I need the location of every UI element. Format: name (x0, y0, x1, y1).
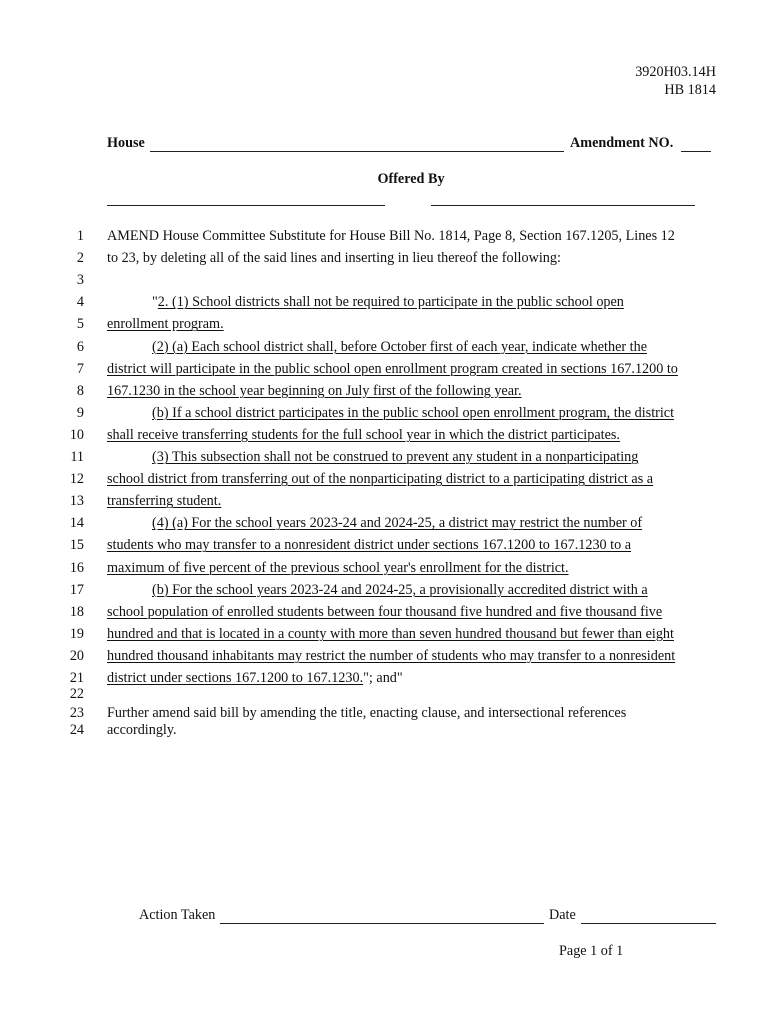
line-number: 19 (69, 625, 84, 642)
date-label: Date (549, 907, 576, 923)
line-number: 11 (70, 449, 84, 465)
inserted-text: (4) (a) For the school years 2023-24 and 2024-25, a district may restrict the number of (152, 515, 643, 532)
amendment-line (107, 471, 653, 488)
amendment-line (107, 604, 662, 621)
line-number: 6 (76, 338, 84, 355)
inserted-text: district will participate in the public school open enrollment program created in sections 167.1200 to (107, 360, 678, 377)
inserted-text: 2. (1) School districts shall not be required to participate in the public school open (157, 294, 624, 311)
inserted-text: transferring student. (107, 493, 222, 510)
line-number: 14 (69, 515, 84, 532)
amendment-line (107, 316, 224, 333)
line-text: "; and" (363, 670, 403, 686)
amendment-line (107, 339, 647, 356)
amendment-line (107, 560, 569, 577)
line-number: 9 (76, 404, 84, 421)
line-number: 21 (69, 670, 84, 686)
inserted-text: shall receive transferring students for the full school year in which the district participates. (107, 426, 620, 443)
inserted-text: students who may transfer to a nonresident district under sections 167.1200 to 167.1230 to a (107, 537, 632, 554)
amendment-line (107, 383, 522, 400)
inserted-text: 167.1230 in the school year beginning on July first of the following year. (107, 382, 522, 399)
inserted-text: enrollment program. (107, 316, 224, 333)
line-number: 13 (69, 493, 84, 510)
line-number: 8 (76, 382, 84, 399)
page-number: Page 1 of 1 (559, 943, 624, 959)
line-number: 7 (76, 360, 84, 377)
amendment-line (107, 670, 403, 687)
amendment-line (107, 361, 678, 378)
offered-by-line-right (431, 205, 695, 206)
inserted-text: (b) For the school years 2023-24 and 2024-25, a provisionally accredited district with a (152, 581, 648, 598)
house-label: House (107, 135, 145, 151)
amendment-line (107, 537, 631, 554)
amendment-line (107, 228, 675, 245)
amendment-line (107, 294, 624, 311)
amendment-line (107, 427, 620, 444)
amendment-label: Amendment NO. (570, 135, 674, 151)
amendment-line (107, 515, 642, 532)
line-number: 10 (69, 426, 84, 443)
action-taken-line (220, 923, 544, 924)
line-text: " (152, 294, 158, 311)
line-number: 15 (69, 537, 84, 554)
line-number: 24 (69, 722, 84, 738)
line-number: 23 (69, 705, 84, 721)
amendment-line (107, 250, 561, 267)
document-id: 3920H03.14H (635, 64, 716, 80)
line-text: to 23, by deleting all of the said lines and inserting in lieu thereof the following: (107, 250, 561, 267)
amendment-line (107, 493, 221, 510)
inserted-text: hundred and that is located in a county with more than seven hundred thousand but fewer than eight (107, 625, 674, 642)
closing-line: accordingly. (107, 722, 177, 738)
offered-by-line-left (107, 205, 385, 206)
inserted-text: maximum of five percent of the previous school year's enrollment for the district. (107, 559, 569, 576)
line-text: AMEND House Committee Substitute for House Bill No. 1814, Page 8, Section 167.1205, Lines 12 (107, 228, 675, 244)
house-blank-line (150, 151, 564, 152)
amendment-line (107, 626, 674, 643)
line-number: 1 (76, 228, 84, 244)
line-number: 12 (69, 471, 84, 488)
inserted-text: (3) This subsection shall not be construed to prevent any student in a nonparticipating (152, 449, 639, 465)
amendment-number-blank-line (681, 151, 711, 152)
amendment-line (107, 449, 638, 466)
bill-number: HB 1814 (664, 82, 716, 98)
inserted-text: (b) If a school district participates in the public school open enrollment program, the district (152, 404, 675, 421)
closing-line: Further amend said bill by amending the title, enacting clause, and intersectional references (107, 705, 627, 721)
line-number: 4 (76, 294, 84, 311)
inserted-text: school population of enrolled students between four thousand five hundred and five thousand five (107, 603, 663, 620)
date-line (581, 923, 716, 924)
line-number: 18 (69, 603, 84, 620)
amendment-line (107, 582, 648, 599)
inserted-text: hundred thousand inhabitants may restrict the number of students who may transfer to a nonresident (107, 647, 676, 664)
amendment-line (107, 405, 674, 422)
inserted-text: school district from transferring out of the nonparticipating district to a participating district as a (107, 471, 654, 488)
line-number: 20 (69, 647, 84, 664)
line-number: 17 (69, 581, 84, 598)
line-number: 22 (69, 686, 84, 702)
offered-by-label: Offered By (377, 171, 445, 187)
line-number: 16 (69, 559, 84, 576)
line-number: 3 (76, 272, 84, 289)
line-number: 5 (76, 316, 84, 333)
inserted-text: (2) (a) Each school district shall, before October first of each year, indicate whether the (152, 338, 647, 355)
amendment-line (107, 648, 675, 665)
line-number: 2 (76, 250, 84, 267)
inserted-text: district under sections 167.1200 to 167.1230. (107, 670, 364, 686)
action-taken-label: Action Taken (139, 907, 216, 923)
